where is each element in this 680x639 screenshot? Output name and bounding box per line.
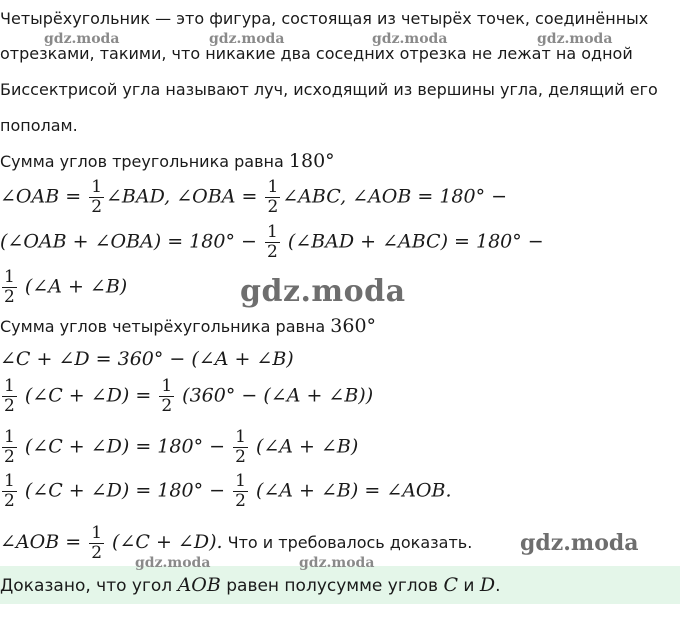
eq2-part-a: (∠OAB + ∠OBA) = 180° −: [0, 230, 263, 253]
quad-sum-label: Сумма углов четырёхугольника равна: [0, 317, 326, 336]
triangle-sum-value: 180°: [288, 150, 335, 172]
eq1-part-a: ∠OAB =: [0, 185, 88, 208]
result-text: Доказано, что угол AOB равен полусумме углов C и D.: [0, 574, 501, 596]
quad-sum-line: [0, 316, 376, 337]
result-d: D: [479, 574, 496, 596]
fraction-half: $\frac{1}{2}$: [91, 177, 103, 217]
equation-2: [0, 223, 544, 262]
fraction-half: $\frac{1}{2}$: [235, 471, 246, 511]
eq1-part-c: ∠ABC, ∠AOB = 180° −: [282, 185, 508, 208]
eq3-part-a: (∠A + ∠B): [18, 275, 128, 298]
intro-line-2: отрезками, такими, что никакие два соседних отрезка не лежат на одной: [0, 44, 633, 63]
fraction-half: $\frac{1}{2}$: [4, 471, 15, 511]
eq7-part-a: (∠C + ∠D) = 180° −: [18, 479, 232, 502]
fraction-half: $\frac{1}{2}$: [4, 267, 15, 307]
quad-sum-value: 360°: [330, 315, 377, 337]
result-c: C: [443, 574, 459, 596]
fraction-half: $\frac{1}{2}$: [235, 427, 246, 467]
fraction-half: $\frac{1}{2}$: [161, 376, 173, 416]
fraction-half: $\frac{1}{2}$: [4, 427, 15, 467]
fraction-half: $\frac{1}{2}$: [267, 177, 279, 217]
intro-line-4: пополам.: [0, 116, 78, 135]
triangle-sum-label: Сумма углов треугольника равна: [0, 152, 284, 171]
watermark-3: gdz.moda: [372, 31, 448, 47]
watermark-4: gdz.moda: [537, 31, 613, 47]
fraction-half: $\frac{1}{2}$: [266, 222, 278, 262]
eq6-part-a: (∠C + ∠D) = 180° −: [18, 435, 232, 458]
equation-5: [0, 377, 373, 416]
watermark-1: gdz.moda: [44, 31, 120, 47]
equation-7: [0, 472, 452, 511]
eq7-part-b: (∠A + ∠B) = ∠AOB.: [249, 479, 452, 502]
result-box: [0, 566, 680, 604]
eq6-part-b: (∠A + ∠B): [249, 435, 359, 458]
watermark-2: gdz.moda: [209, 31, 285, 47]
intro-line-3: Биссектрисой угла называют луч, исходящий из вершины угла, делящий его: [0, 80, 658, 99]
eq1-part-b: ∠BAD, ∠OBA =: [106, 185, 264, 208]
intro-line-1: Четырёхугольник — это фигура, состоящая из четырёх точек, соединённых: [0, 9, 649, 28]
triangle-sum-line: [0, 151, 335, 172]
watermark-5: gdz.moda: [135, 555, 211, 571]
eq8-part-a: ∠AOB =: [0, 531, 88, 553]
watermark-big: gdz.moda: [240, 274, 406, 309]
fraction-half: $\frac{1}{2}$: [4, 376, 15, 416]
eq5-part-b: (360° − (∠A + ∠B)): [176, 384, 374, 407]
equation-8: [0, 524, 472, 563]
eq5-part-a: (∠C + ∠D) =: [18, 384, 158, 407]
result-aob: AOB: [177, 574, 221, 596]
watermark-6: gdz.moda: [299, 555, 375, 571]
equation-1: [0, 178, 507, 217]
eq8-tail: Что и требовалось доказать.: [222, 533, 473, 552]
fraction-half: $\frac{1}{2}$: [91, 523, 103, 563]
eq8-part-b: (∠C + ∠D).: [106, 531, 223, 553]
equation-6: [0, 428, 358, 467]
watermark-right: gdz.moda: [520, 530, 639, 556]
eq2-part-b: (∠BAD + ∠ABC) = 180° −: [281, 230, 544, 253]
equation-3: [0, 268, 127, 307]
equation-4: ∠C + ∠D = 360° − (∠A + ∠B): [0, 348, 294, 370]
